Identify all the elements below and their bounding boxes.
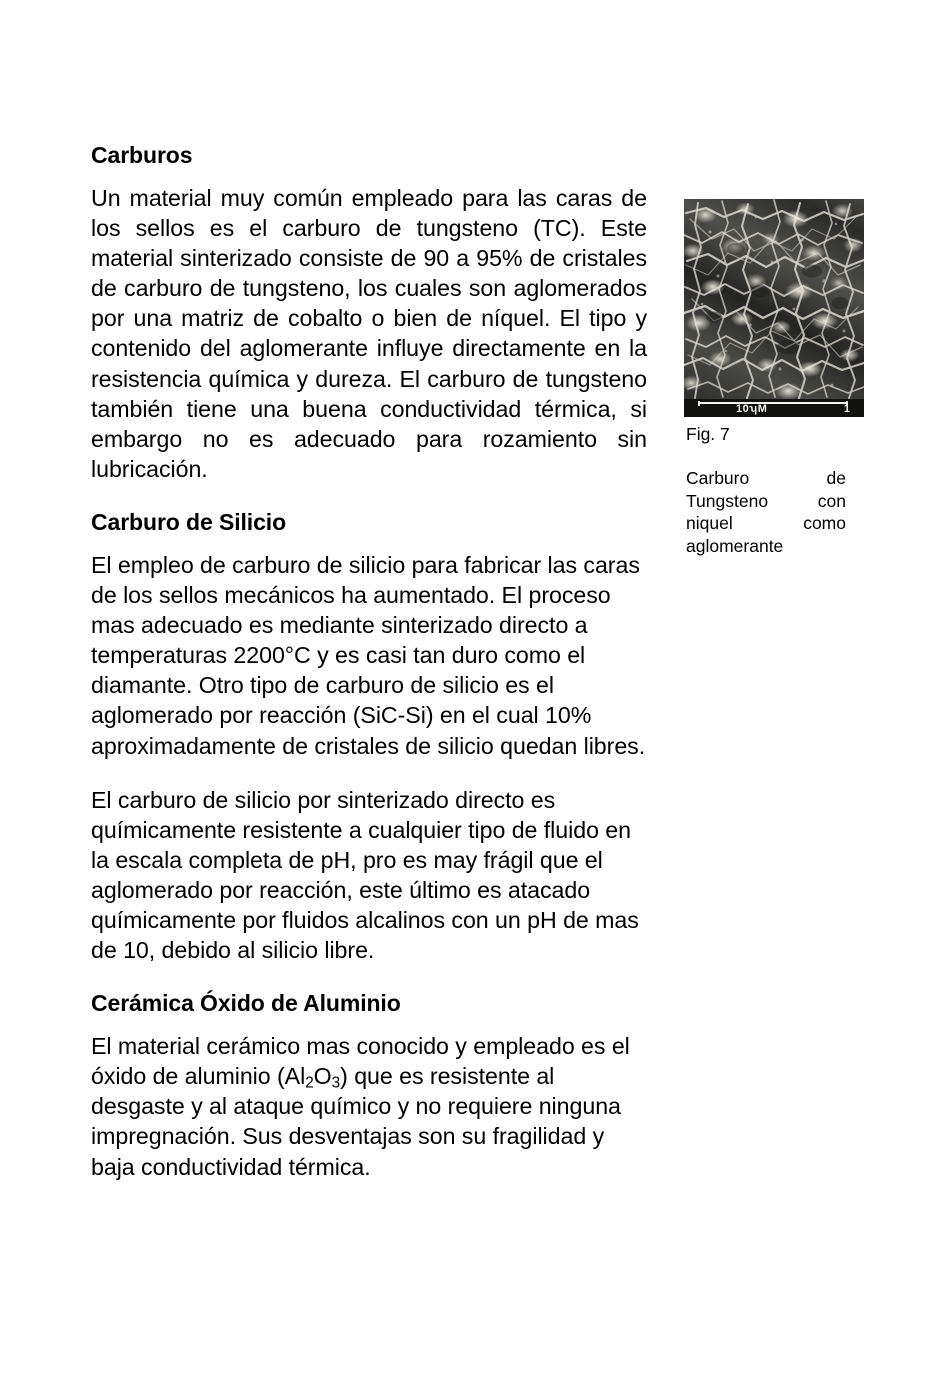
micrograph-scale-bar <box>684 399 864 417</box>
paragraph-carburo-silicio-1: El empleo de carburo de silicio para fabricar las caras de los sellos mecánicos ha aumentado. El proceso mas adecuado es mediante sinterizado directo a temperaturas 2200°C y es casi tan duro como el diamante. Otro tipo de carburo de silicio es el aglomerado por reacción (SiC-Si) en el cual 10% aproximadamente de cristales de silicio quedan libres. <box>91 551 646 759</box>
section-heading-carburo-de-silicio: Carburo de Silicio <box>91 508 287 535</box>
scale-bar-tick-left <box>698 401 700 406</box>
scale-bar-label: 10ʮM <box>736 403 768 415</box>
figure-caption: Carburo de Tungsteno con niquel como aglomerante <box>686 468 846 556</box>
scale-bar-line <box>698 402 848 404</box>
paragraph-carburo-silicio-2: El carburo de silicio por sinterizado directo es químicamente resistente a cualquier tipo de fluido en la escala completa de pH, pro es may frágil que el aglomerado por reacción, este último es atacado químicamente por fluidos alcalinos con un pH de mas de 10, debido al silicio libre. <box>91 786 639 964</box>
micrograph-grain-boundaries <box>684 199 864 399</box>
figure-column <box>684 199 864 557</box>
paragraph-carburos-1: Un material muy común empleado para las caras de los sellos es el carburo de tungsteno (TC). Este material sinterizado consiste de 90 a 95% de cristales de carburo de tungsteno, los cuales son aglomerados por una matriz de cobalto o bien de níquel. El tipo y contenido del aglomerante influye directamente en la resistencia química y dureza. El carburo de tungsteno también tiene una buena conductividad térmica, si embargo no es adecuado para rozamiento sin lubricación. <box>91 185 647 482</box>
section-heading-ceramica-oxido-de-aluminio: Cerámica Óxido de Aluminio <box>91 990 401 1017</box>
scale-bar-index: 1 <box>843 403 850 415</box>
section-heading-carburos: Carburos <box>91 142 193 168</box>
figure-number: Fig. 7 <box>686 424 730 444</box>
micrograph-image <box>684 199 864 417</box>
main-text-column <box>91 141 647 1190</box>
paragraph-ceramica-oxido-aluminio-1: El material cerámico mas conocido y empleado es el óxido de aluminio $(Al_2O_3)$ que es resistente al desgaste y al ataque químico y no requiere ninguna impregnación. Sus desventajas son su fragilidad y baja conductividad térmica. <box>91 1033 630 1180</box>
